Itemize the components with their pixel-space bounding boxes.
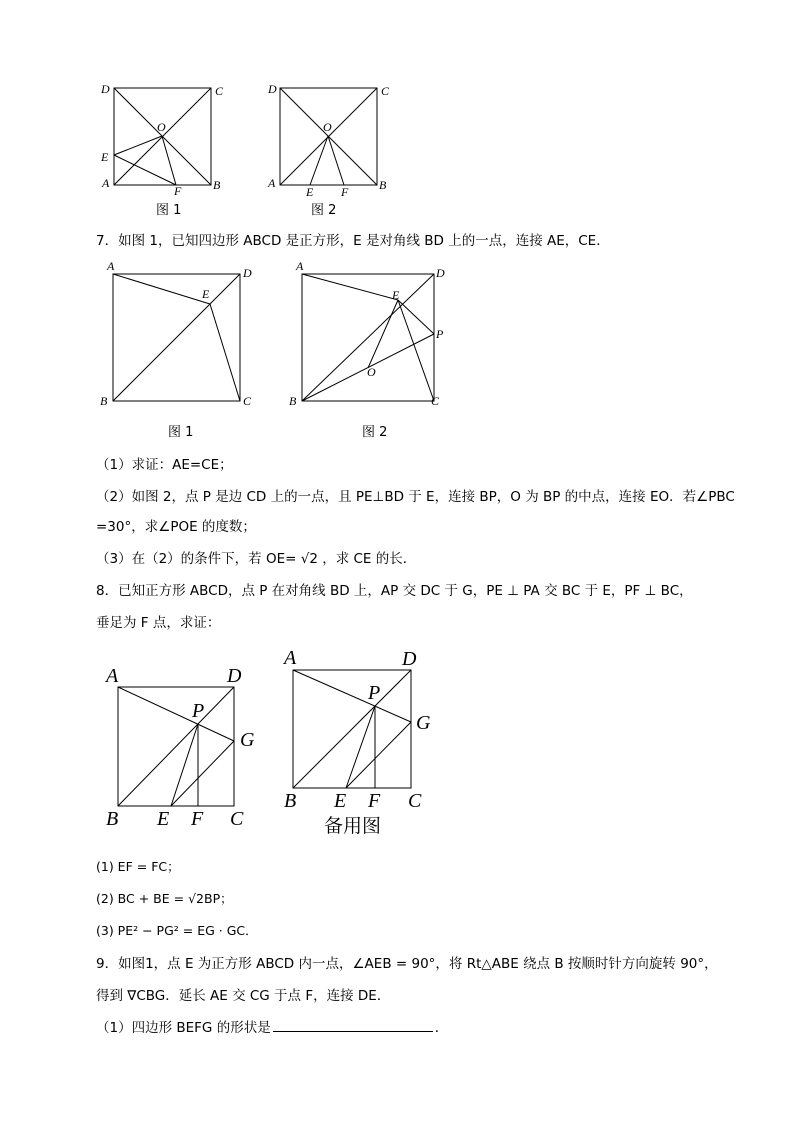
- q8-stem: 8．已知正方形 ABCD，点 P 在对角线 BD 上，AP 交 DC 于 G，PE ⊥ PA 交 BC 于 E，PF ⊥ BC，: [96, 583, 693, 599]
- q9-part1: [96, 1019, 448, 1037]
- label-f: F: [341, 185, 349, 199]
- segment-ae: [113, 274, 210, 304]
- top-figure-2: [264, 78, 404, 223]
- q9-stem-line2: 得到 ∇CBG．延长 AE 交 CG 于点 F，连接 DE．: [96, 988, 391, 1004]
- segment-eg: [171, 741, 234, 806]
- segment-ce: [210, 304, 240, 401]
- q8-part1: (1) EF = FC；: [96, 859, 180, 874]
- label-p: P: [192, 700, 205, 722]
- answer-blank[interactable]: [273, 1019, 433, 1032]
- q8-figure-1: [96, 660, 276, 840]
- label-c: C: [431, 394, 440, 408]
- segment-oe: [310, 136, 328, 185]
- label-o: O: [323, 120, 332, 134]
- label-p: P: [368, 682, 381, 704]
- label-e: E: [157, 808, 170, 830]
- label-a: A: [284, 647, 297, 669]
- segment-ag: [293, 670, 411, 722]
- label-a: A: [102, 176, 110, 190]
- label-a: A: [107, 259, 115, 273]
- top-figure-1: [96, 78, 236, 223]
- q7-part2-line2: =30°，求∠POE 的度数；: [96, 519, 256, 535]
- caption: 图 1: [168, 425, 194, 440]
- label-e: E: [334, 790, 347, 812]
- q8-figure-2: [276, 640, 446, 840]
- segment-eg: [346, 722, 411, 788]
- q7-figure-2: [286, 258, 456, 443]
- label-c: C: [381, 84, 390, 98]
- q8-part2: (2) BC + BE = √2BP；: [96, 891, 233, 906]
- q9-stem: 9．如图1，点 E 为正方形 ABCD 内一点，∠AEB = 90°，将 Rt△ABE 绕点 B 按顺时针方向旋转 90°，: [96, 956, 718, 972]
- q8-part3: (3) PE² − PG² = EG · GC．: [96, 923, 258, 938]
- label-e: E: [101, 150, 109, 164]
- label-b: B: [379, 178, 387, 192]
- segment-ae: [302, 274, 398, 300]
- label-a: A: [106, 665, 119, 687]
- label-d: D: [101, 82, 110, 96]
- label-c: C: [230, 808, 244, 830]
- label-p: P: [436, 327, 444, 341]
- q9-part1-prefix: （1）四边形 BEFG 的形状是: [96, 1020, 271, 1036]
- label-b: B: [213, 178, 221, 192]
- label-e: E: [202, 287, 210, 301]
- segment-pe: [171, 724, 198, 806]
- diagonal-bd: [113, 274, 240, 401]
- label-f: F: [368, 790, 381, 812]
- segment-pe: [346, 706, 375, 788]
- label-d: D: [227, 665, 242, 687]
- label-d: D: [268, 82, 277, 96]
- caption: 备用图: [324, 815, 382, 837]
- label-b: B: [284, 790, 297, 812]
- label-g: G: [416, 712, 431, 734]
- label-f: F: [191, 808, 204, 830]
- label-o: O: [157, 120, 166, 134]
- segment-ep: [398, 300, 434, 334]
- segment-ec: [398, 300, 434, 401]
- segment-eo: [114, 136, 162, 155]
- label-d: D: [243, 266, 252, 280]
- label-o: O: [367, 365, 376, 379]
- caption: 图 1: [156, 203, 182, 218]
- label-c: C: [243, 394, 252, 408]
- label-c: C: [215, 84, 224, 98]
- label-a: A: [268, 176, 276, 190]
- caption: 图 2: [311, 203, 337, 218]
- label-c: C: [408, 790, 422, 812]
- diagonal-bd: [118, 687, 234, 806]
- caption: 图 2: [362, 425, 388, 440]
- label-d: D: [402, 648, 417, 670]
- q7-figure-1: [96, 258, 266, 443]
- q8-stem-line2: 垂足为 F 点，求证：: [96, 615, 221, 631]
- label-a: A: [296, 259, 304, 273]
- segment-ag: [118, 687, 234, 741]
- q9-part1-suffix: ．: [434, 1020, 449, 1036]
- label-d: D: [436, 266, 445, 280]
- diagonal-bd: [302, 274, 434, 401]
- segment-ef: [114, 155, 176, 185]
- label-e: E: [392, 288, 400, 302]
- q7-part1: （1）求证：AE=CE；: [96, 457, 233, 473]
- segment-eo: [368, 300, 398, 368]
- label-b: B: [106, 808, 119, 830]
- label-b: B: [100, 394, 108, 408]
- label-e: E: [306, 185, 314, 199]
- q7-stem: 7．如图 1，已知四边形 ABCD 是正方形，E 是对角线 BD 上的一点，连接 AE，CE．: [96, 233, 610, 249]
- label-b: B: [289, 394, 297, 408]
- label-f: F: [174, 184, 182, 198]
- q7-part2-line1: （2）如图 2，点 P 是边 CD 上的一点，且 PE⊥BD 于 E，连接 BP，O 为 BP 的中点，连接 EO．若∠PBC: [96, 489, 735, 505]
- label-g: G: [240, 729, 255, 751]
- q7-part3: （3）在（2）的条件下，若 OE= √2 ，求 CE 的长．: [96, 551, 417, 567]
